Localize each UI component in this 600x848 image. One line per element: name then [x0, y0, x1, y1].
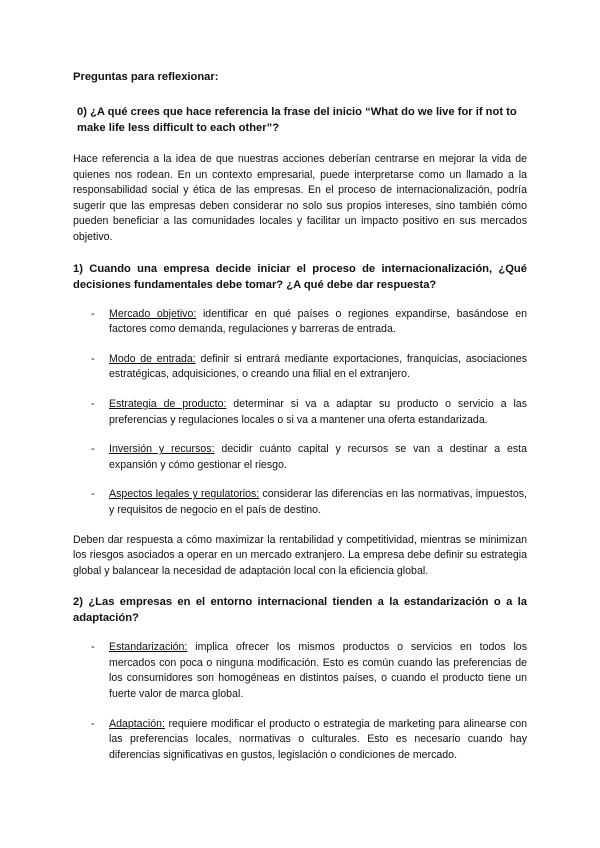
dash-bullet: - — [91, 641, 95, 654]
question-0-text: ¿A qué crees que hace referencia la frase del inicio “What do we live for if not to make life less difficult to each other”? — [77, 106, 517, 134]
question-0-answer: Hace referencia a la idea de que nuestras acciones deberían centrarse en mejorar la vida de quienes nos rodean. En un contexto empresarial, puede interpretarse como un llamado a la responsabilidad social y ética de las empresas. En el proceso de internacionalización, podría sugerir que las empresas deben considerar no solo sus propios intereses, sino también cómo pueden beneficiar a las comunidades locales y facilitar un impacto positivo en sus mercados objetivo. — [73, 153, 527, 243]
item-term: Inversión y recursos: — [109, 443, 215, 456]
list-item — [73, 307, 527, 338]
list-item — [73, 640, 527, 702]
item-term: Modo de entrada: — [109, 352, 196, 365]
item-text: decidir cuánto capital y recursos se van a destinar a esta expansión y cómo gestionar el riesgo. — [109, 443, 527, 471]
item-term: Estrategia de producto: — [109, 397, 227, 410]
list-item — [73, 397, 527, 428]
question-2-title: 2) ¿Las empresas en el entorno internacional tienden a la estandarización o a la adaptación? — [73, 596, 527, 625]
question-1-conclusion: Deben dar respuesta a cómo maximizar la rentabilidad y competitividad, mientras se minimizan los riesgos asociados a operar en un mercado extranjero. La empresa debe definir su estrategia global y balancear la necesidad de adaptación local con la eficiencia global. — [73, 533, 527, 577]
item-term: Adaptación: — [109, 717, 165, 730]
dash-bullet: - — [91, 443, 95, 456]
item-text: definir si entrará mediante exportaciones, franquicias, asociaciones estratégicas, adquisiciones, o creando una filial en el extranjero. — [109, 352, 527, 381]
question-1-title: 1) Cuando una empresa decide iniciar el proceso de internacionalización, ¿Qué decisiones fundamentales debe tomar? ¿A qué debe dar respuesta? — [73, 262, 527, 291]
item-text: identificar en qué países o regiones expandirse, basándose en factores como demanda, regulaciones y barreras de entrada. — [109, 307, 527, 336]
list-item — [73, 487, 527, 518]
dash-bullet: - — [91, 717, 95, 730]
dash-bullet: - — [91, 397, 95, 410]
list-item — [73, 352, 527, 383]
item-text: considerar las diferencias en las normativas, impuestos, y requisitos de negocio en el país de destino. — [109, 488, 527, 516]
item-term: Mercado objetivo: — [109, 307, 197, 320]
question-1-list — [73, 307, 527, 519]
item-term: Aspectos legales y regulatorios: — [109, 488, 260, 501]
dash-bullet: - — [91, 488, 95, 501]
question-0 — [73, 104, 527, 136]
item-text: implica ofrecer los mismos productos o servicios en todos los mercados con poca o ninguna modificación. Esto es común cuando las preferencias de los consumidores son homogéneas en distintos países, o cuando el producto tiene un fuerte valor de marca global. — [109, 641, 527, 701]
question-2-list — [73, 640, 527, 763]
list-item — [73, 717, 527, 764]
dash-bullet: - — [91, 307, 95, 320]
question-0-number: 0) — [77, 106, 87, 118]
list-item — [73, 442, 527, 473]
item-text: determinar si va a adaptar su producto o servicio a las preferencias y regulaciones locales o si va a mantener una oferta estandarizada. — [109, 397, 527, 426]
item-text: requiere modificar el producto o estrategia de marketing para alinearse con las preferencias locales, normativas o culturales. Esto es necesario cuando hay diferencias significativas en gustos, legislación o condiciones de mercado. — [109, 717, 527, 761]
reflection-title: Preguntas para reflexionar: — [73, 71, 219, 83]
dash-bullet: - — [91, 352, 95, 365]
item-term: Estandarización: — [109, 641, 188, 654]
